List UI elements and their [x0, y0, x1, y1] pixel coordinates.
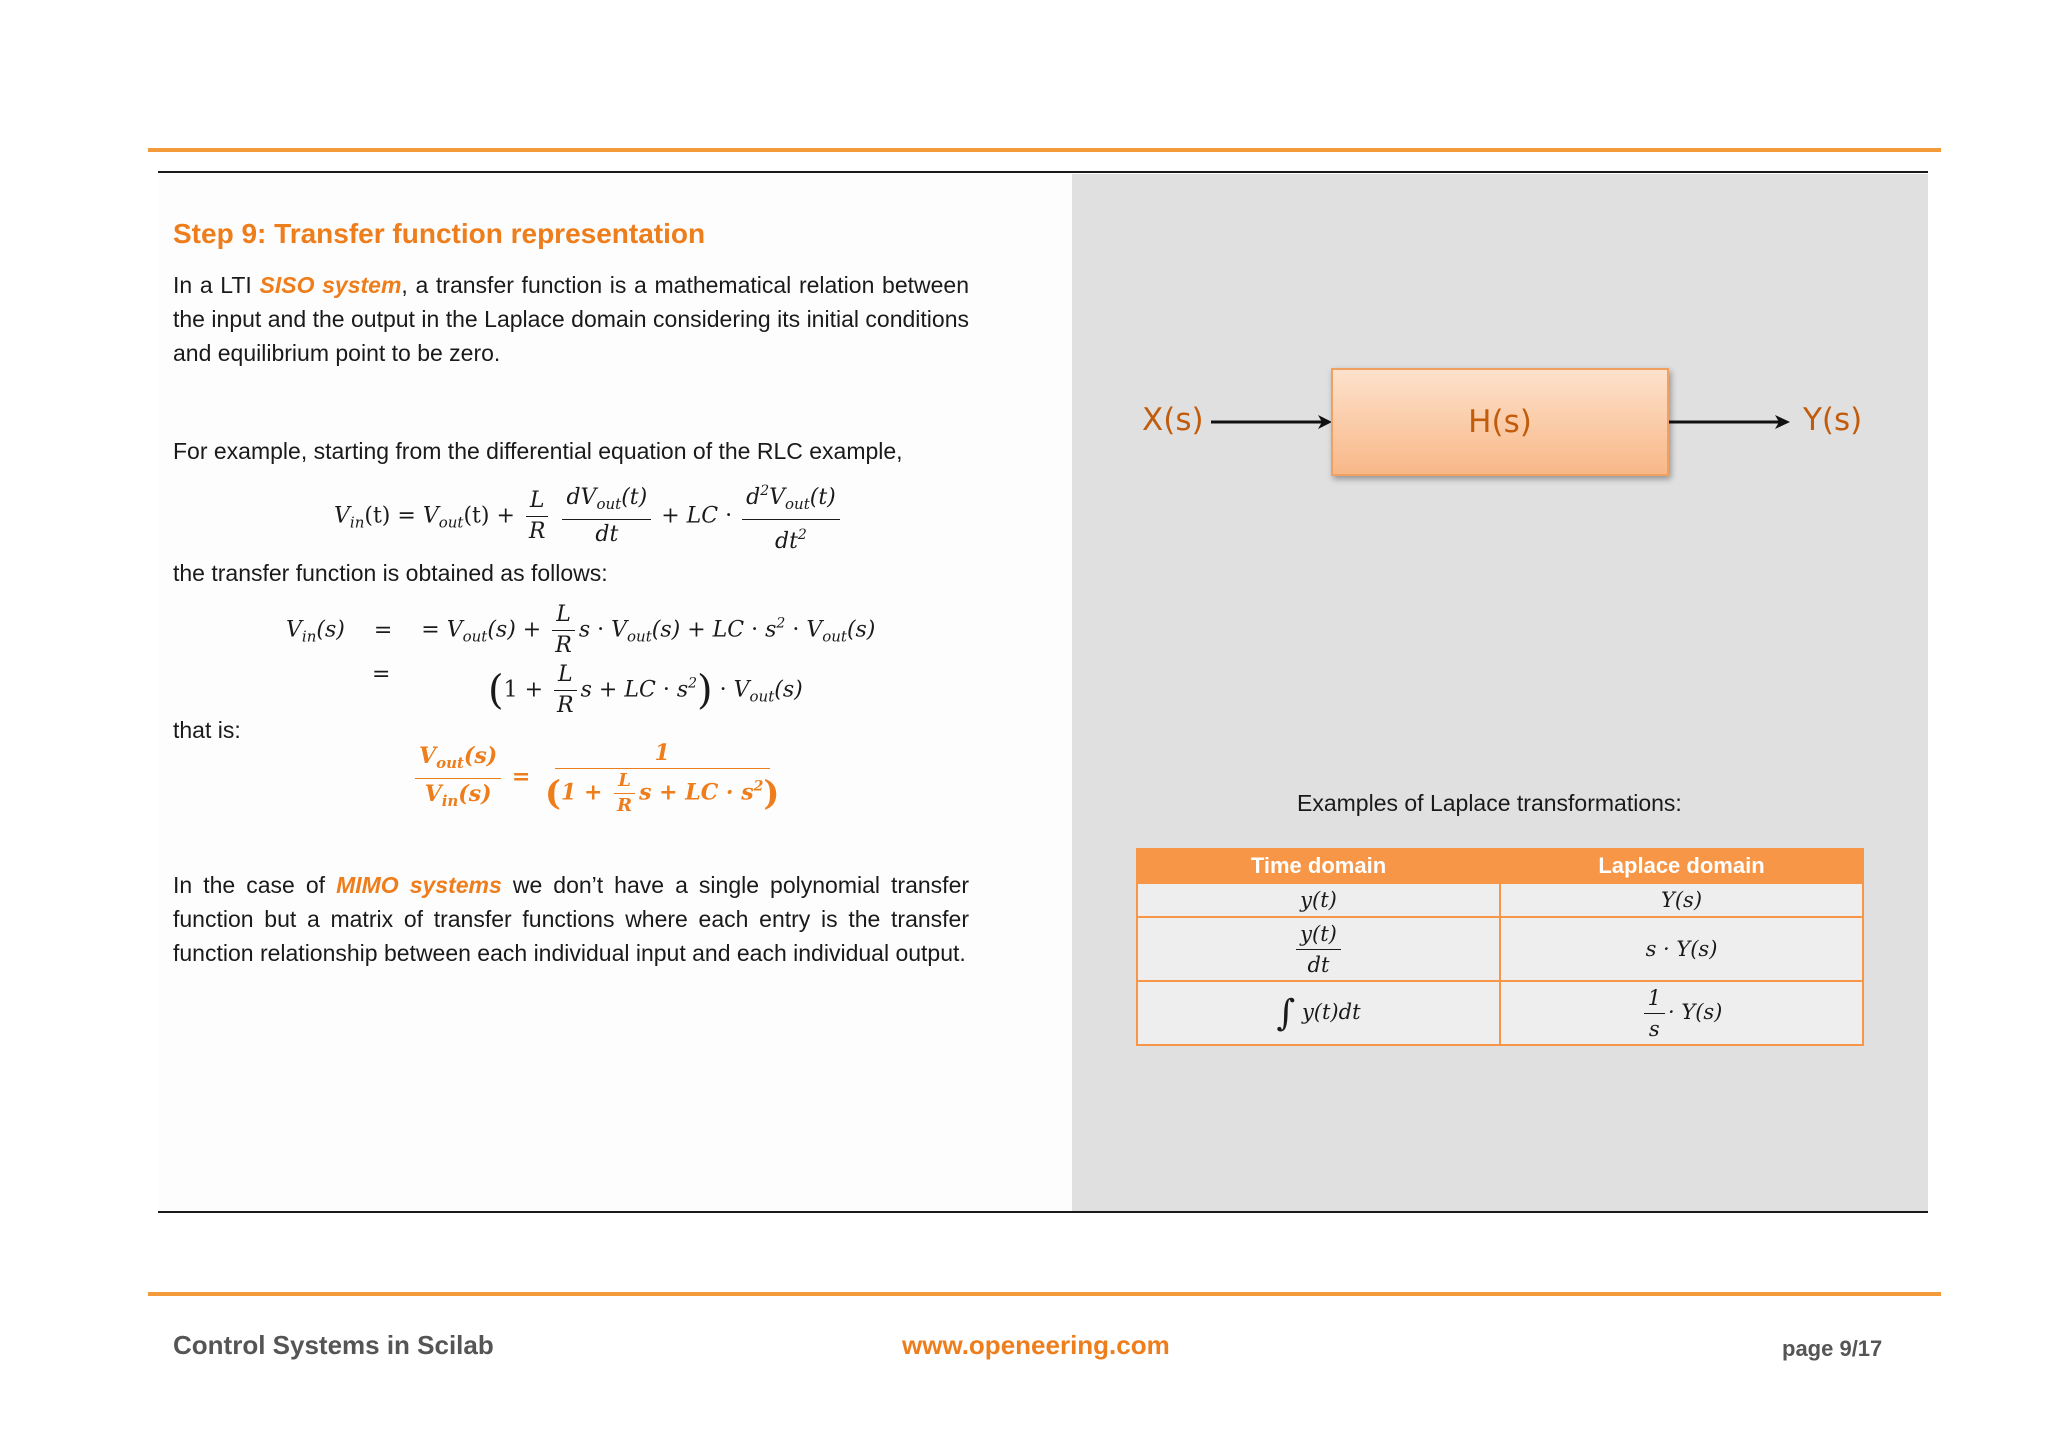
- eq2-LC: LC: [712, 617, 745, 643]
- eq2-vout2-sub: out: [627, 627, 652, 646]
- row1-laplace: Y(s): [1500, 883, 1863, 917]
- eq1-t: (t): [364, 503, 391, 529]
- eq2-vout3-sub: out: [822, 627, 847, 646]
- intro-text-1: In a LTI: [173, 272, 260, 298]
- tf-vin: V: [424, 780, 442, 807]
- tf-den-frac: [613, 771, 636, 816]
- footer-orange-rule: [148, 1292, 1941, 1296]
- eq2-vin: V: [286, 617, 302, 643]
- eq1-plus: +: [496, 503, 515, 529]
- eq3-plus2: +: [598, 677, 618, 703]
- tf-den-LC: LC: [685, 779, 719, 806]
- eq1-dV-t: (t): [621, 485, 648, 510]
- footer-page-number: page 9/17: [1782, 1336, 1883, 1361]
- eq1-dt2: [771, 520, 811, 555]
- mimo-text-2: we don’t have a single polynomial transfer function but a matrix of transfer functions where each entry is the transfer function relationship between each individual input and each individual output.: [173, 872, 970, 966]
- eq2-vout3-s: (s): [846, 617, 876, 643]
- eq3-frac-L-R: [553, 662, 578, 719]
- tf-lhs-num: [415, 743, 501, 779]
- row2-num: y(t): [1296, 921, 1341, 950]
- tf-den-dot: ·: [725, 779, 734, 806]
- eq3-s2-sup: 2: [688, 675, 698, 692]
- eq1-plus2: +: [661, 503, 680, 529]
- eq2-equals: =: [373, 617, 393, 643]
- intro-paragraph: [173, 268, 969, 370]
- eq1-dV-sub: out: [596, 495, 622, 513]
- row1-time: y(t): [1137, 883, 1500, 917]
- diagram-output-label: Y(s): [1803, 402, 1863, 438]
- eq2-vout: V: [446, 617, 463, 643]
- row3-rest: · Y(s): [1667, 999, 1723, 1024]
- tf-vout-sub: out: [436, 753, 464, 772]
- obtained-text: the transfer function is obtained as follows:: [173, 560, 608, 586]
- eq1-d2-V: V: [769, 485, 785, 510]
- eq1-dt: dt: [595, 522, 619, 547]
- eq2-vout-s: (s): [487, 617, 516, 643]
- table-header-row: [1137, 849, 1863, 883]
- integral-sign: ∫: [1276, 992, 1296, 1034]
- eq2-vout2: V: [611, 617, 627, 643]
- row3-num: 1: [1644, 985, 1665, 1014]
- row3-den: s: [1648, 1016, 1660, 1041]
- eq2-vin-sub: in: [301, 627, 317, 646]
- eq2-dot: ·: [597, 617, 605, 643]
- eq1-LC: LC: [686, 503, 719, 529]
- transfer-function-block: H(s): [1331, 368, 1669, 476]
- row2-time: [1137, 917, 1500, 981]
- intro-text-2: , a transfer function is a mathematical relation between the input and the output in the Laplace domain considering its initial conditions and equilibrium point to be zero.: [173, 272, 969, 366]
- eq2-L: L: [552, 602, 575, 631]
- row3-time: [1137, 981, 1500, 1045]
- eq1-d2-num: [742, 478, 840, 520]
- laplace-equation-line2: [372, 662, 390, 687]
- eq1-L: L: [526, 488, 549, 517]
- laplace-equation-line1: [286, 602, 875, 659]
- eq1-d2-sub: out: [785, 495, 810, 513]
- eq1-dt2-text: dt: [774, 529, 798, 554]
- table-row: [1137, 981, 1863, 1045]
- mimo-paragraph: [173, 868, 969, 970]
- eq2-dot3: ·: [792, 617, 800, 643]
- eq1-d2-t: (t): [809, 485, 836, 510]
- eq2-s2: s: [765, 617, 777, 643]
- table-row: [1137, 917, 1863, 981]
- header-black-rule: [158, 171, 1928, 173]
- footer-black-rule: [158, 1211, 1928, 1213]
- row2-den: dt: [1307, 952, 1330, 977]
- diagram-input-label: X(s): [1142, 402, 1204, 438]
- tf-den-s2-sup: 2: [753, 778, 764, 795]
- tf-lhs-frac: [415, 743, 501, 814]
- tf-den-one: 1: [561, 779, 577, 806]
- eq1-vin-sub: in: [349, 513, 365, 532]
- eq2-dot2: ·: [751, 617, 759, 643]
- tf-vout-s: (s): [463, 742, 498, 769]
- tf-rhs-den: (1 + $\frac{L}{R}$ s + LC · $s^2$): [544, 770, 780, 816]
- tf-den-L: L: [614, 771, 635, 794]
- eq2-equals2: =: [421, 617, 440, 643]
- eq1-dt2-sup: 2: [797, 527, 807, 543]
- eq1-R: R: [528, 519, 546, 544]
- footer-website-link[interactable]: www.openeering.com: [902, 1330, 1170, 1360]
- header-orange-rule: [148, 148, 1941, 152]
- tf-equals: =: [511, 764, 531, 790]
- example-text: For example, starting from the differential equation of the RLC example,: [173, 438, 903, 464]
- tf-vin-sub: in: [441, 791, 459, 810]
- eq1-d: d: [746, 485, 761, 510]
- row3-laplace: [1500, 981, 1863, 1045]
- footer-title: Control Systems in Scilab: [173, 1330, 494, 1360]
- tf-den-plus2: +: [659, 779, 678, 806]
- eq2-vout-sub: out: [462, 627, 488, 646]
- laplace-equation-line2-rhs: (1 + $\frac{L}{R}$ s + LC · $s^2) \cdot V_{out}(s)$: [488, 662, 803, 718]
- transfer-function-result: [412, 740, 786, 816]
- eq3-s2: s: [676, 677, 689, 703]
- eq2-frac-L-R: [551, 602, 576, 659]
- eq3-R: R: [557, 693, 574, 718]
- table-row: [1137, 883, 1863, 917]
- siso-highlight: SISO system: [259, 272, 402, 298]
- tf-rhs-frac: [541, 740, 784, 816]
- laplace-caption: Examples of Laplace transformations:: [1297, 790, 1682, 816]
- tf-vout: V: [419, 742, 437, 769]
- eq3-dot2: ·: [719, 677, 727, 703]
- eq3-equals: =: [372, 662, 391, 687]
- eq2-vout3: V: [806, 617, 823, 643]
- eq3-one: 1: [503, 677, 518, 703]
- table-header-laplace: Laplace domain: [1500, 849, 1863, 883]
- mimo-text-1: In the case of: [173, 872, 337, 898]
- eq2-vout2-s: (s): [651, 617, 681, 643]
- step-title: Step 9: Transfer function representation: [173, 218, 706, 249]
- tf-den-s: s: [639, 779, 652, 806]
- row3-frac: [1644, 985, 1665, 1042]
- eq2-s: (s): [316, 617, 345, 643]
- eq1-t2: (t): [463, 503, 490, 529]
- eq1-frac-dvout: [562, 485, 651, 548]
- eq2-s2-sup: 2: [776, 615, 786, 632]
- eq1-dvout-num: [562, 485, 651, 520]
- eq2-plus2: +: [687, 617, 706, 643]
- that-is-text: that is:: [173, 717, 241, 743]
- eq3-vout-sub: out: [749, 687, 775, 706]
- eq3-LC: LC: [624, 677, 656, 703]
- row2-laplace: s · Y(s): [1500, 917, 1863, 981]
- table-header-time: Time domain: [1137, 849, 1500, 883]
- mimo-highlight: MIMO systems: [336, 872, 502, 898]
- right-panel: [1072, 174, 1928, 1211]
- eq1-equals: =: [397, 503, 416, 529]
- eq3-plus: +: [524, 677, 544, 703]
- tf-den-s2: s: [741, 779, 754, 806]
- eq1-dV: dV: [566, 485, 597, 510]
- eq3-dot: ·: [662, 677, 670, 703]
- eq2-s-var: s: [578, 617, 591, 643]
- tf-rhs-num: 1: [555, 740, 770, 769]
- eq3-vout: V: [733, 677, 750, 703]
- differential-equation: [334, 478, 843, 555]
- eq2-plus: +: [522, 617, 542, 643]
- eq2-R: R: [555, 633, 572, 658]
- tf-lhs-den: [421, 779, 496, 814]
- row3-time-text: y(t)dt: [1301, 999, 1361, 1024]
- eq3-vout-s: (s): [774, 677, 803, 703]
- eq1-vout-sub: out: [438, 513, 464, 532]
- eq1-frac-d2vout: [742, 478, 840, 555]
- eq1-frac-L-R: [525, 488, 550, 545]
- row2-frac: [1296, 921, 1341, 978]
- tf-den-R: R: [617, 795, 633, 816]
- eq1-d-sup: 2: [760, 483, 770, 499]
- eq1-vout: V: [422, 503, 439, 529]
- eq3-L: L: [554, 662, 577, 691]
- eq1-vin: V: [334, 503, 350, 529]
- tf-den-plus: +: [584, 779, 603, 806]
- laplace-table: [1136, 848, 1864, 1046]
- eq3-s: s: [580, 677, 592, 703]
- tf-vin-s: (s): [458, 780, 492, 807]
- eq1-dot: ·: [725, 503, 733, 529]
